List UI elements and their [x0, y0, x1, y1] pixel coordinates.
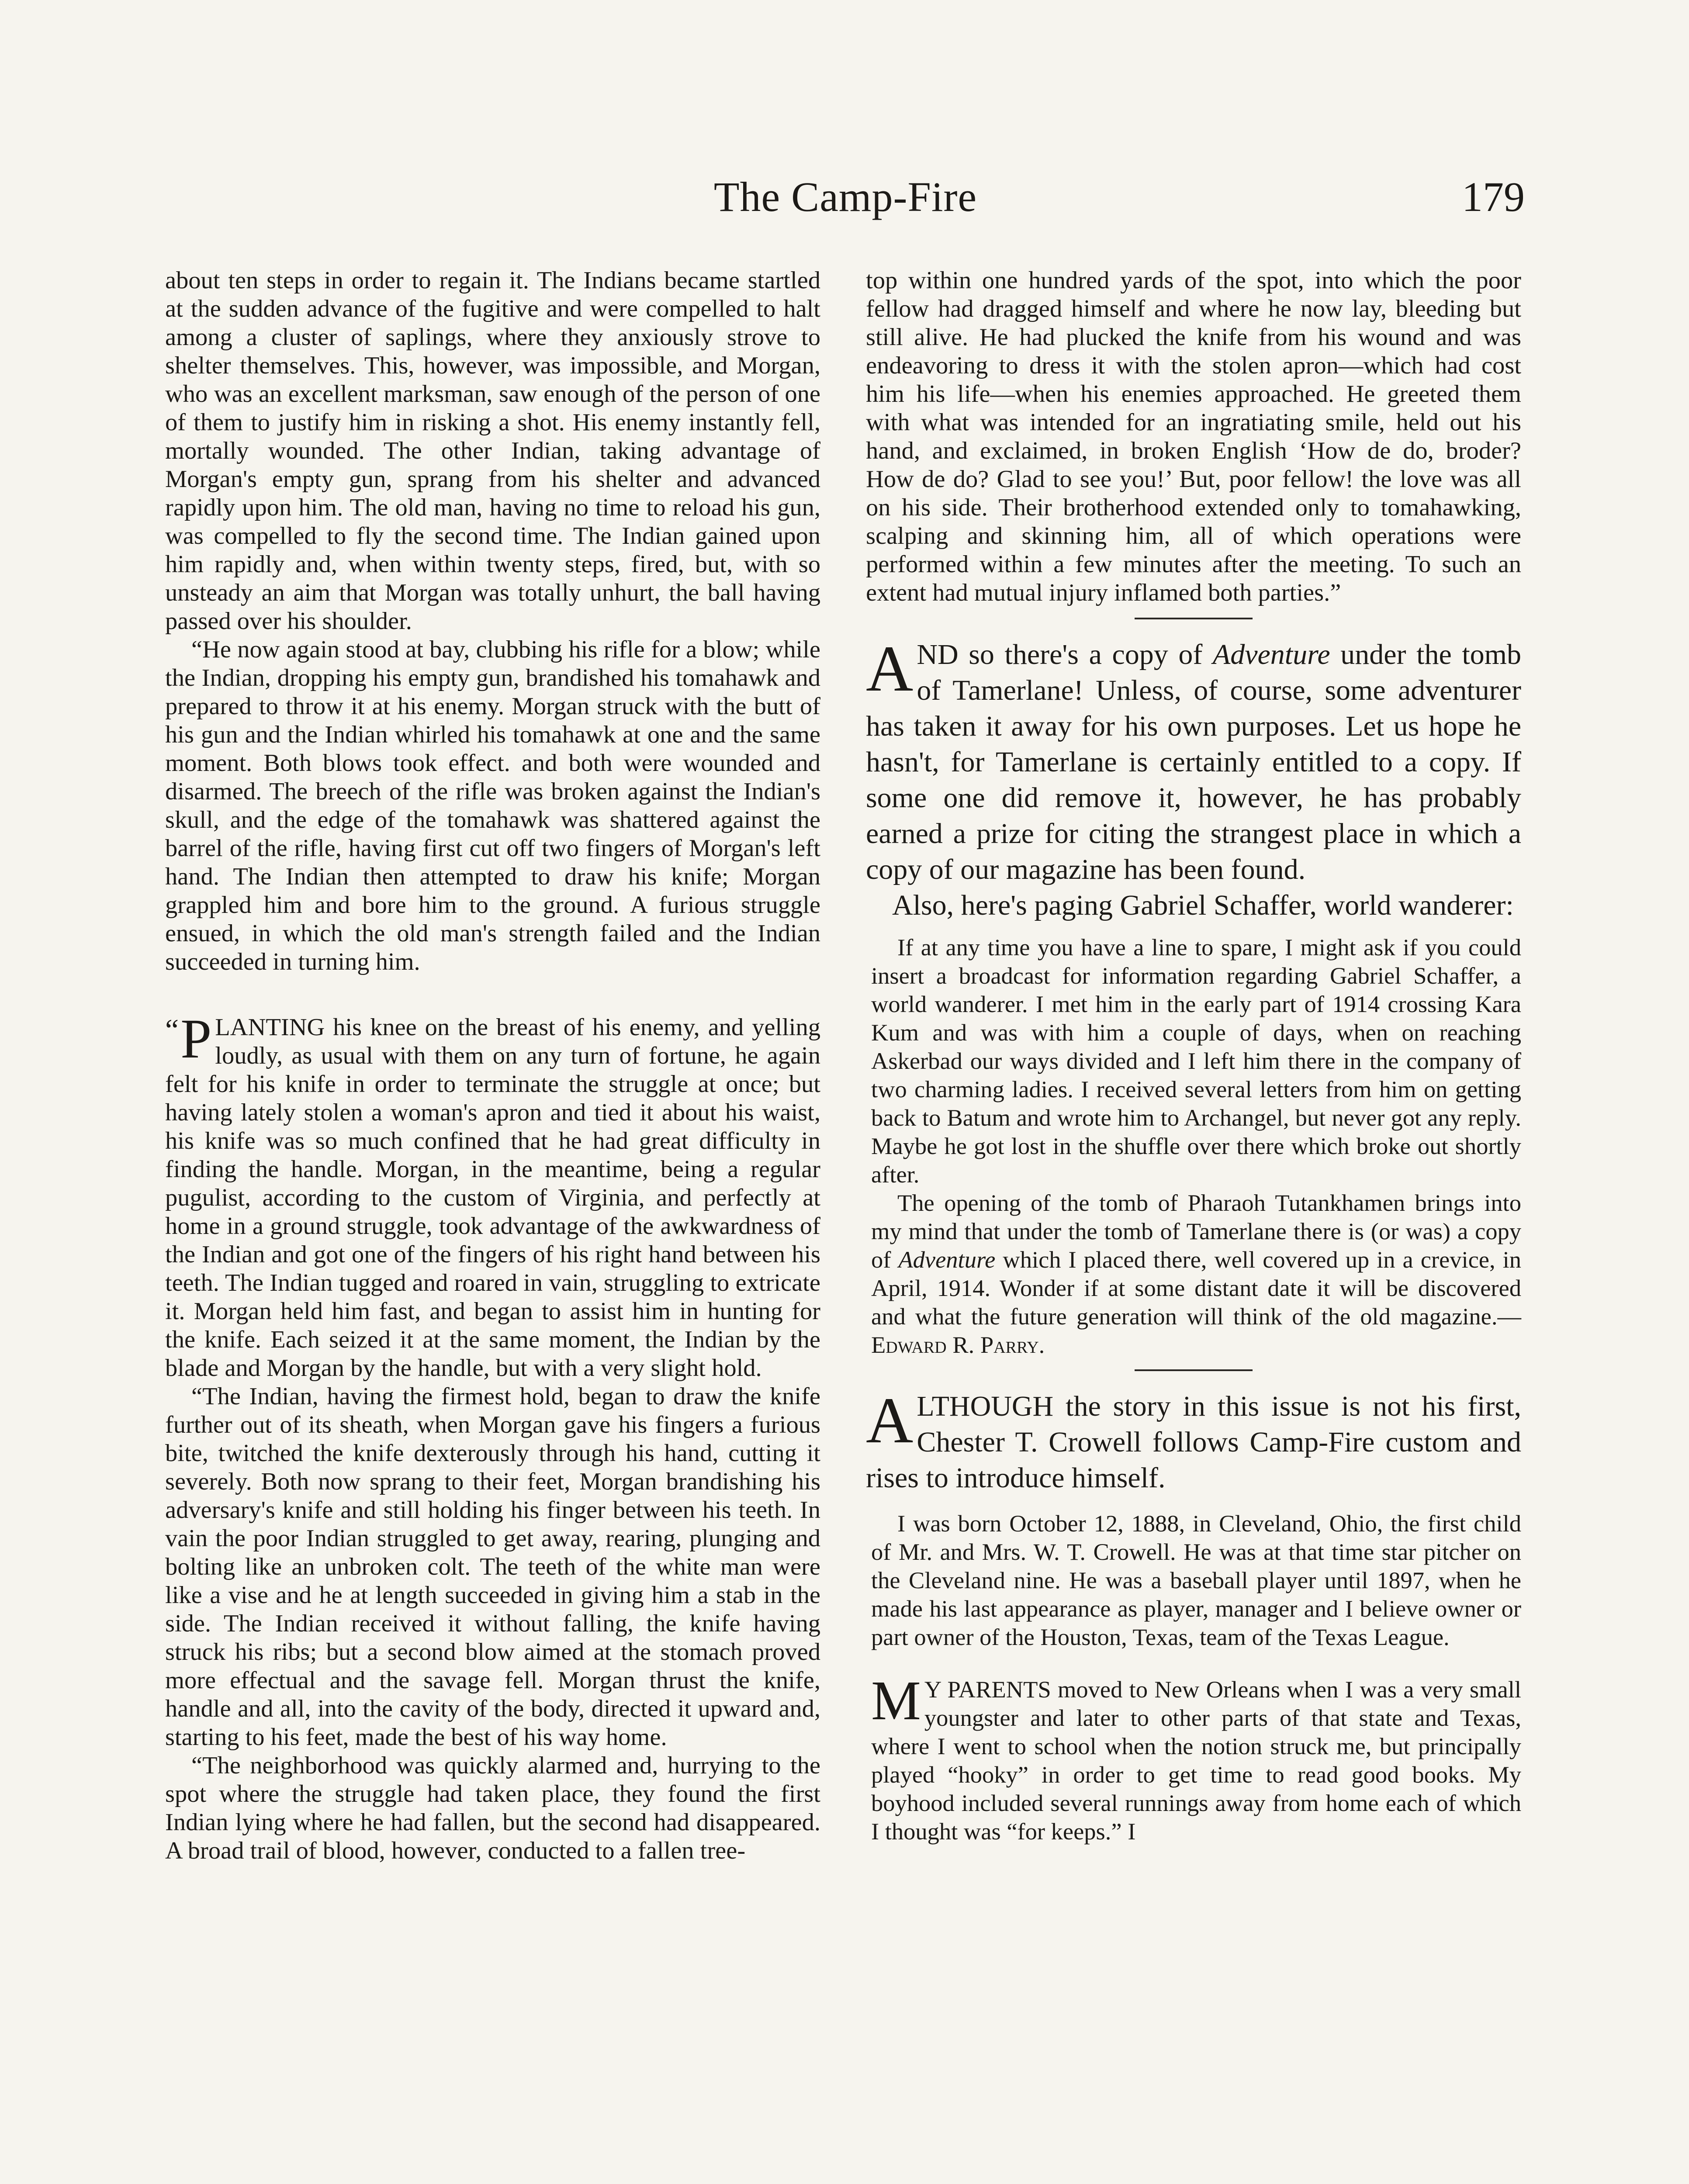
paragraph: Also, here's paging Gabriel Schaffer, world wanderer: — [892, 889, 1514, 921]
paragraph-dropcap — [871, 1669, 1521, 1845]
drop-cap: P — [180, 1008, 212, 1070]
paragraph-text: The opening of the tomb of Pharaoh Tutankhamen brings into my mind that under the tomb of Tamerlane there is (or was) a copy of — [871, 1189, 1521, 1273]
paragraph: about ten steps in order to regain it. The Indians became startled at the sudden advance of the fugitive and were compelled to halt among a cluster of saplings, where they anxiously strove to shelter themselves. This, however, was impossible, and Morgan, who was an excellent marksman, saw enough of the person of one of them to justify him in risking a shot. His enemy instantly fell, mortally wounded. The other Indian, taking advantage of Morgan's empty gun, sprang from his shelter and advanced rapidly upon him. The old man, having no time to reload his gun, was compelled to fly the second time. The Indian gained upon him rapidly and, when within twenty steps, fired, but, with so unsteady an aim that Morgan was totally unhurt, the ball having passed over his shoulder. — [165, 267, 820, 635]
paragraph — [871, 1189, 1521, 1359]
paragraph: I was born October 12, 1888, in Cleveland, Ohio, the first child of Mr. and Mrs. W. T. Crowell. He was at that time star pitcher on the Cleveland nine. He was a baseball player until 1897, when he made his last appearance as player, manager and I believe owner or part owner of the Houston, Texas, team of the Texas League. — [871, 1510, 1521, 1650]
signature: Edward R. Parry. — [871, 1331, 1045, 1358]
paragraph: top within one hundred yards of the spot, into which the poor fellow had dragged himself and where he now lay, bleeding but still alive. He had plucked the knife from his wound and was endeavoring to dress it with the stolen apron—which had cost him his life—when his enemies approached. He greeted them with what was intended for an ingratiating smile, held out his hand, and exclaimed, in broken English ‘How de do, broder? How de do? Glad to see you!’ But, poor fellow! the love was all on his side. Their brotherhood extended only to tomahawking, scalping and skinning him, all of which operations were performed within a few minutes after the meeting. To such an extent had mutual injury inflamed both parties.” — [866, 267, 1521, 606]
right-column — [866, 266, 1521, 1845]
paragraph-text: LTHOUGH the story in this issue is not his first, Chester T. Crowell follows Camp-Fire custom and rises to introduce himself. — [866, 1390, 1521, 1494]
paragraph-dropcap — [866, 1384, 1521, 1496]
editorial-section — [866, 632, 1521, 923]
drop-cap: A — [866, 632, 914, 705]
section-rule — [1135, 1369, 1253, 1371]
paragraph: “The Indian, having the firmest hold, began to draw the knife further out of its sheath, when Morgan gave his fingers a furious bite, twitched the knife dexterously through his hand, cutting it severely. Both now sprang to their feet, Morgan brandishing his adversary's knife and still holding his finger between his teeth. In vain the poor Indian struggled to get away, rearing, plunging and bolting like an unbroken colt. The teeth of the white man were like a vise and he at length succeeded in giving him a stab in the side. The Indian received it without falling, the knife having struck his ribs; but a second blow aimed at the stomach proved more effectual and the savage fell. Morgan thrust the knife, handle and all, into the cavity of the body, directed it upward and, starting to his feet, made the best of his way home. — [165, 1383, 820, 1751]
section-rule — [1135, 618, 1253, 619]
paragraph-text: Y PARENTS moved to New Orleans when I was a very small youngster and later to other parts of that state and Texas, where I went to school when the notion struck me, but principally played “hooky” in order to get time to read good books. My boyhood included several runnings away from home each of which I thought was “for keeps.” I — [871, 1676, 1521, 1845]
page-header — [166, 173, 1525, 238]
author-letter — [866, 1509, 1521, 1845]
left-column — [165, 266, 820, 1865]
drop-cap: A — [866, 1384, 914, 1457]
section-break — [871, 1651, 1521, 1675]
magazine-title: Adventure — [898, 1246, 996, 1273]
paragraph-text: ND so there's a copy of — [917, 639, 1213, 670]
paragraph-dropcap — [866, 632, 1521, 888]
paragraph-text: which I placed there, well covered up in a crevice, in April, 1914. Wonder if at some distant date it will be discovered and what the future generation will think of the old magazine.— — [871, 1246, 1521, 1330]
paragraph: “He now again stood at bay, clubbing his rifle for a blow; while the Indian, dropping his empty gun, brandished his tomahawk and prepared to throw it at his enemy. Morgan struck with the butt of his gun and the Indian whirled his tomahawk at one and the same moment. Both blows took effect. and both were wounded and disarmed. The breech of the rifle was broken against the Indian's skull, and the edge of the tomahawk was shattered against the barrel of the rifle, having first cut off two fingers of Morgan's left hand. The Indian then attempted to draw his knife; Morgan grappled him and bore him to the ground. A furious struggle ensued, in which the old man's strength failed and the Indian succeeded in turning him. — [165, 636, 820, 975]
open-quote: “ — [165, 1013, 179, 1047]
paragraph-dropcap — [165, 1008, 820, 1382]
paragraph: If at any time you have a line to spare, I might ask if you could insert a broadcast for information regarding Gabriel Schaffer, a world wanderer. I met him in the early part of 1914 crossing Kara Kum and was with him a couple of days, when on reaching Askerbad our ways divided and I left him there in the company of two charming ladies. I received several letters from him on getting back to Batum and wrote him to Archangel, but never got any reply. Maybe he got lost in the shuffle over there which broke out shortly after. — [871, 934, 1521, 1188]
lead-word: LANTING — [215, 1014, 325, 1041]
paragraph-text: under the tomb of Tamerlane! Unless, of course, some adventurer has taken it away for his own purposes. Let us hope he hasn't, for Tamerlane is certainly entitled to a copy. If some one did remove it, however, he has probably earned a prize for citing the strangest place in which a copy of our magazine has been found. — [866, 639, 1521, 885]
section-break — [165, 976, 820, 1013]
drop-cap: M — [871, 1669, 921, 1731]
running-title: The Camp-Fire — [713, 173, 977, 220]
paragraph: “The neighborhood was quickly alarmed and, hurrying to the spot where the struggle had taken place, they found the first Indian lying where he had fallen, but the second had disappeared. A broad trail of blood, however, conducted to a fallen tree- — [165, 1752, 820, 1864]
page-number: 179 — [1462, 173, 1525, 220]
paragraph-text: his knee on the breast of his enemy, and yelling loudly, as usual with them on any turn of fortune, he again felt for his knife in order to terminate the struggle at once; but having lately stolen a woman's apron and tied it about his waist, his knife was so much confined that he had great difficulty in finding the handle. Morgan, in the meantime, being a regular pugulist, according to the custom of Virginia, and perfectly at home in a ground struggle, took advantage of the awkwardness of the Indian and got one of the fingers of his right hand between his teeth. The Indian tugged and roared in vain, struggling to extricate it. Morgan held him fast, and began to assist him in hunting for the knife. Each seized it at the same moment, the Indian by the blade and Morgan by the handle, but with a very slight hold. — [165, 1014, 820, 1382]
editorial-section — [866, 1384, 1521, 1496]
magazine-title: Adventure — [1212, 639, 1330, 670]
reader-letter — [866, 933, 1521, 1359]
